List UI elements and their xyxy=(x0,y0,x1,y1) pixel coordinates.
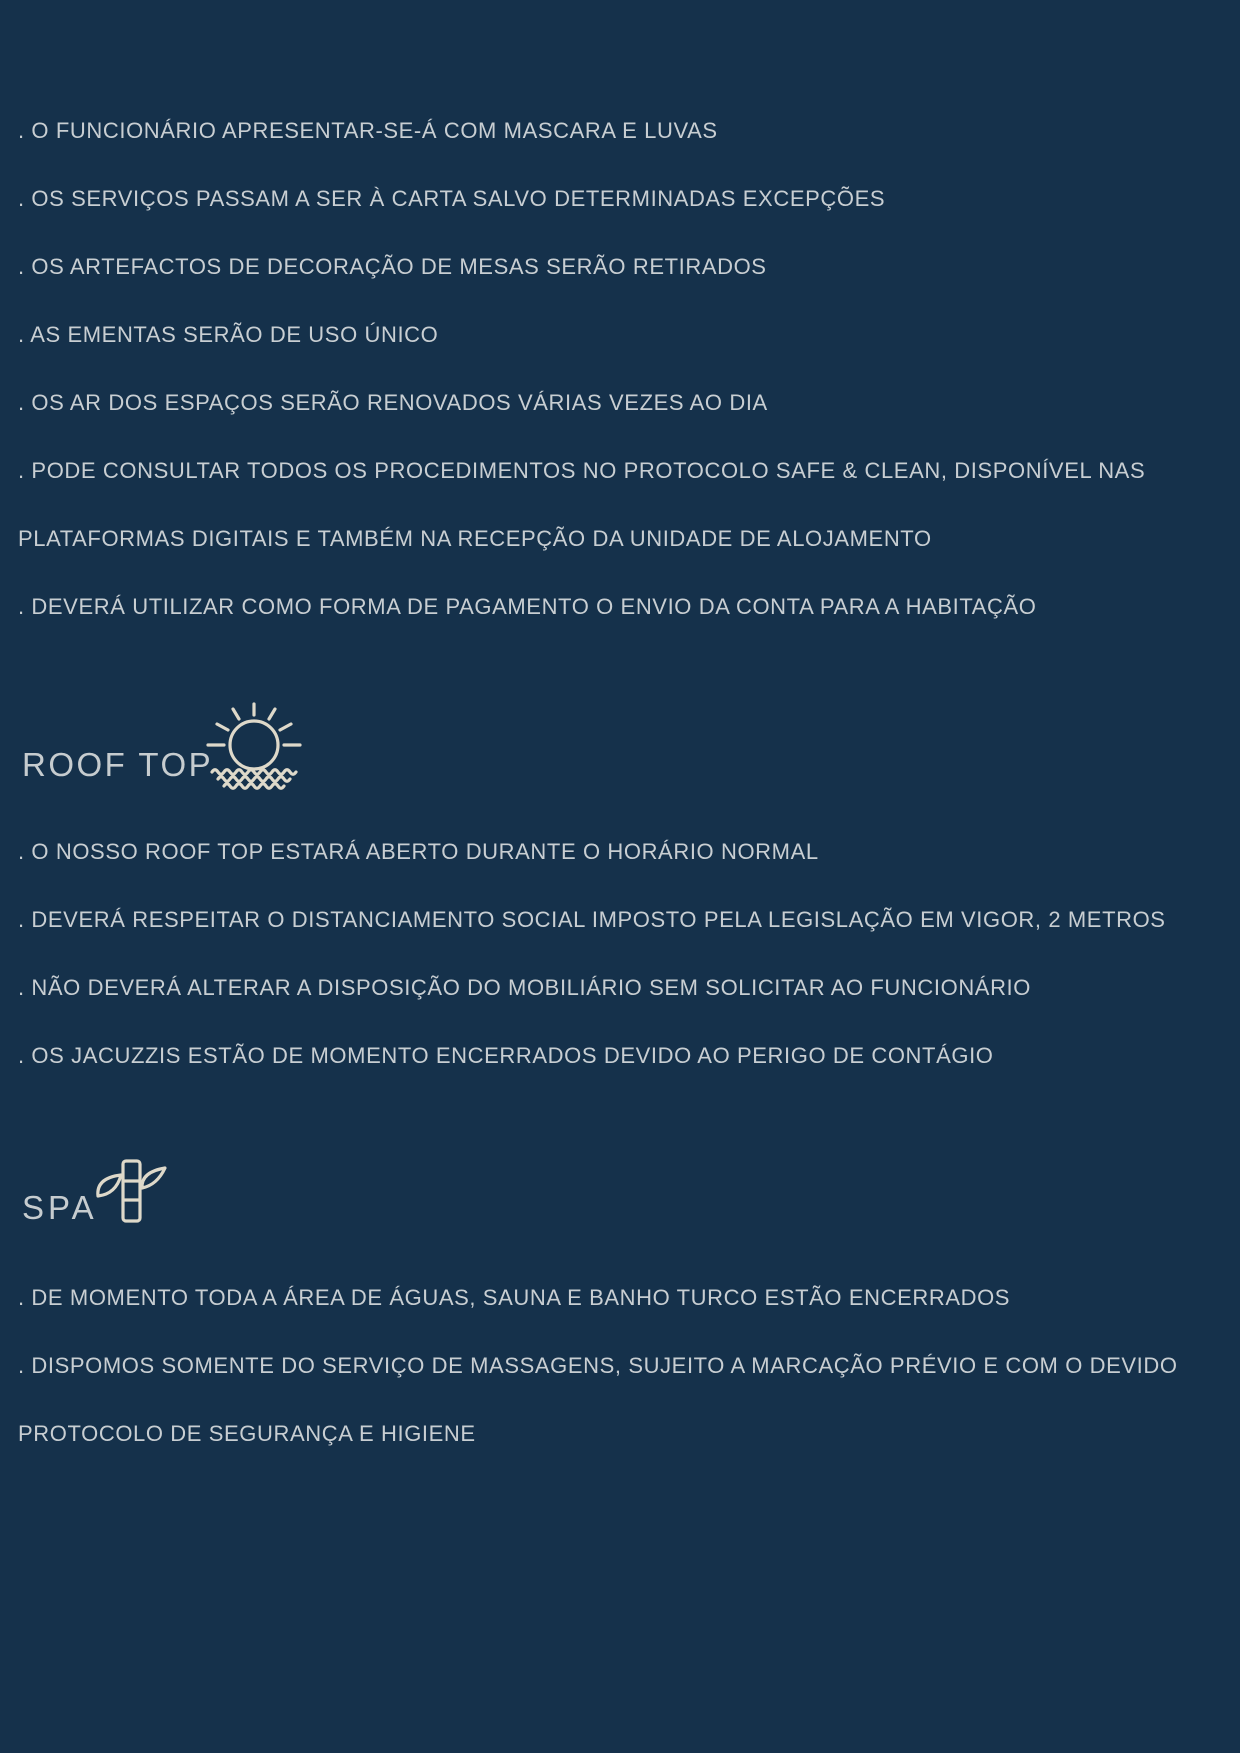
intro-line: . PODE CONSULTAR TODOS OS PROCEDIMENTOS NO PROTOCOLO SAFE & CLEAN, DISPONÍVEL NAS xyxy=(18,458,1146,483)
spa-section-title: SPA xyxy=(22,1189,98,1226)
intro-line: . OS AR DOS ESPAÇOS SERÃO RENOVADOS VÁRIAS VEZES AO DIA xyxy=(18,390,768,415)
intro-line: . AS EMENTAS SERÃO DE USO ÚNICO xyxy=(18,322,439,347)
rooftop-line: . DEVERÁ RESPEITAR O DISTANCIAMENTO SOCIAL IMPOSTO PELA LEGISLAÇÃO EM VIGOR, 2 METROS xyxy=(18,907,1166,932)
intro-line: . DEVERÁ UTILIZAR COMO FORMA DE PAGAMENTO O ENVIO DA CONTA PARA A HABITAÇÃO xyxy=(18,594,1037,619)
spa-line: . DE MOMENTO TODA A ÁREA DE ÁGUAS, SAUNA E BANHO TURCO ESTÃO ENCERRADOS xyxy=(18,1285,1011,1310)
rooftop-section-title: ROOF TOP xyxy=(22,746,214,783)
intro-line: . OS ARTEFACTOS DE DECORAÇÃO DE MESAS SERÃO RETIRADOS xyxy=(18,254,767,279)
intro-line-continuation: PLATAFORMAS DIGITAIS E TAMBÉM NA RECEPÇÃO DA UNIDADE DE ALOJAMENTO xyxy=(18,526,932,551)
sunset-over-water-icon xyxy=(196,699,312,795)
spa-line: . DISPOMOS SOMENTE DO SERVIÇO DE MASSAGENS, SUJEITO A MARCAÇÃO PRÉVIO E COM O DEVIDO xyxy=(18,1353,1178,1378)
bamboo-icon xyxy=(90,1150,170,1230)
spa-section xyxy=(18,1264,1178,1468)
intro-section xyxy=(18,97,1145,641)
spa-line-continuation: PROTOCOLO DE SEGURANÇA E HIGIENE xyxy=(18,1421,476,1446)
intro-line: . O FUNCIONÁRIO APRESENTAR-SE-Á COM MASCARA E LUVAS xyxy=(18,118,718,143)
rooftop-line: . NÃO DEVERÁ ALTERAR A DISPOSIÇÃO DO MOBILIÁRIO SEM SOLICITAR AO FUNCIONÁRIO xyxy=(18,975,1031,1000)
rooftop-line: . O NOSSO ROOF TOP ESTARÁ ABERTO DURANTE O HORÁRIO NORMAL xyxy=(18,839,819,864)
intro-line: . OS SERVIÇOS PASSAM A SER À CARTA SALVO DETERMINADAS EXCEPÇÕES xyxy=(18,186,886,211)
rooftop-section xyxy=(18,818,1166,1090)
rooftop-line: . OS JACUZZIS ESTÃO DE MOMENTO ENCERRADOS DEVIDO AO PERIGO DE CONTÁGIO xyxy=(18,1043,994,1068)
